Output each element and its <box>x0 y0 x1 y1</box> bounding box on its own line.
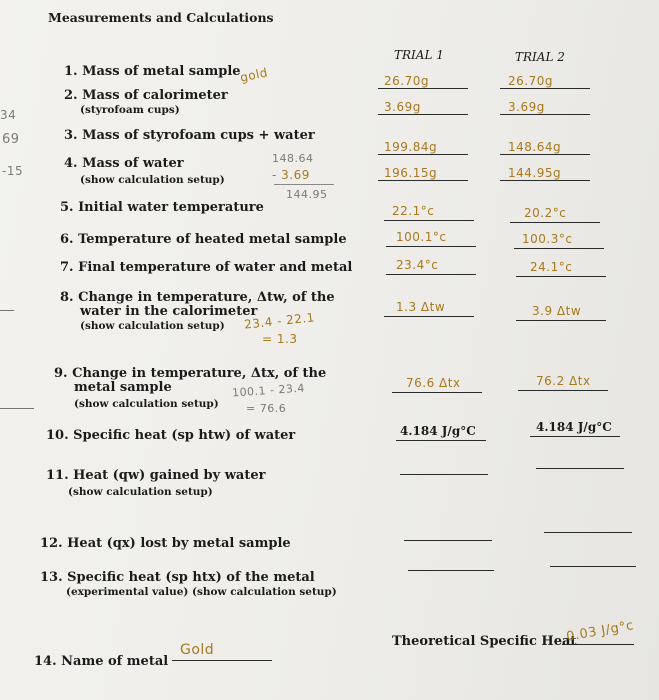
trial2-line-11 <box>536 468 624 469</box>
trial2-line-1 <box>500 88 590 89</box>
trial2-dt-metal: 76.2 Δtx <box>536 374 591 388</box>
trial1-line-8 <box>384 316 474 317</box>
trial2-mass-cups-water: 148.64g <box>508 140 562 154</box>
trial2-line-3 <box>500 154 590 155</box>
trial1-dt-water: 1.3 Δtw <box>396 300 446 314</box>
trial1-mass-metal: 26.70g <box>384 74 429 88</box>
trial1-line-9 <box>392 392 482 393</box>
item-13-sublabel: (experimental value) (show calculation setup) <box>66 586 337 598</box>
trial2-dt-water: 3.9 Δtw <box>532 304 582 318</box>
item-12-label: 12. Heat (qx) lost by metal sample <box>40 536 291 551</box>
trial1-line-7 <box>386 274 476 275</box>
trial1-line-4 <box>378 180 468 181</box>
item-10-label: 10. Specific heat (sp htw) of water <box>46 428 296 443</box>
item-11-sublabel: (show calculation setup) <box>68 486 213 498</box>
item-9-label-line2: metal sample <box>74 380 172 395</box>
item-5-label: 5. Initial water temperature <box>60 200 264 215</box>
item-7-label: 7. Final temperature of water and metal <box>60 260 353 275</box>
trial1-final-temp: 23.4°c <box>396 258 439 272</box>
trial2-line-12 <box>544 532 632 533</box>
item-6-label: 6. Temperature of heated metal sample <box>60 232 347 247</box>
margin-note-1: 34 <box>0 108 17 122</box>
calc-4-rule <box>274 184 334 185</box>
item-9-sublabel: (show calculation setup) <box>74 398 219 410</box>
trial2-mass-metal: 26.70g <box>508 74 553 88</box>
item-8-label-line1: 8. Change in temperature, Δtw, of the <box>60 290 335 305</box>
item-8-sublabel: (show calculation setup) <box>80 320 225 332</box>
trial2-initial-temp: 20.2°c <box>524 206 567 220</box>
page-title: Measurements and Calculations <box>48 10 274 25</box>
calc-4-line-a: 148.64 <box>272 152 314 165</box>
header-trial-1: TRIAL 1 <box>394 48 444 62</box>
trial2-line-10 <box>530 436 620 437</box>
item-2-label: 2. Mass of calorimeter <box>64 88 228 103</box>
trial1-line-13 <box>408 570 494 571</box>
trial2-sp-ht-water: 4.184 J/g°C <box>536 420 612 434</box>
margin-note-2: 69 <box>2 132 20 147</box>
trial2-line-13 <box>550 566 636 567</box>
trial2-final-temp: 24.1°c <box>530 260 573 274</box>
trial1-mass-water: 196.15g <box>384 166 438 180</box>
trial2-mass-calorimeter: 3.69g <box>508 100 545 114</box>
calc-8-line-a: 23.4 - 22.1 <box>243 310 316 332</box>
calc-8-line-b: = 1.3 <box>262 332 298 346</box>
trial1-line-5 <box>384 220 474 221</box>
header-trial-2: TRIAL 2 <box>515 50 565 64</box>
trial1-line-2 <box>378 114 468 115</box>
trial2-line-2 <box>500 114 590 115</box>
trial1-line-10 <box>396 440 486 441</box>
item-4-label: 4. Mass of water <box>64 156 184 171</box>
trial1-sp-ht-water: 4.184 J/g°C <box>400 424 476 438</box>
margin-mark-1 <box>0 310 14 311</box>
margin-note-3: -15 <box>2 164 24 178</box>
trial1-mass-cups-water: 199.84g <box>384 140 438 154</box>
item-4-sublabel: (show calculation setup) <box>80 174 225 186</box>
item-2-sublabel: (styrofoam cups) <box>80 104 180 116</box>
calc-4-line-c: 144.95 <box>286 188 328 201</box>
theoretical-specific-heat-line <box>562 644 634 645</box>
trial1-mass-calorimeter: 3.69g <box>384 100 421 114</box>
item-8-label-line2: water in the calorimeter <box>80 304 258 319</box>
trial1-metal-temp: 100.1°c <box>396 230 447 244</box>
item-1-label: 1. Mass of metal sample <box>64 64 241 79</box>
item-9-label-line1: 9. Change in temperature, Δtx, of the <box>54 366 327 381</box>
metal-name-line <box>172 660 272 661</box>
theoretical-specific-heat-label: Theoretical Specific Heat <box>392 634 577 649</box>
trial1-line-1 <box>378 88 468 89</box>
trial2-line-7 <box>516 276 606 277</box>
trial1-initial-temp: 22.1°c <box>392 204 435 218</box>
gold-note: gold <box>238 65 270 85</box>
trial2-metal-temp: 100.3°c <box>522 232 573 246</box>
trial2-line-8 <box>516 320 606 321</box>
trial1-line-6 <box>386 246 476 247</box>
calc-9-line-b: = 76.6 <box>246 402 287 415</box>
margin-mark-2 <box>0 408 34 409</box>
trial2-line-5 <box>510 222 600 223</box>
trial2-mass-water: 144.95g <box>508 166 562 180</box>
trial1-line-12 <box>404 540 492 541</box>
item-3-label: 3. Mass of styrofoam cups + water <box>64 128 315 143</box>
trial2-line-6 <box>514 248 604 249</box>
calc-4-line-b: - 3.69 <box>272 168 310 182</box>
calc-9-line-a: 100.1 - 23.4 <box>231 381 306 400</box>
trial2-line-4 <box>500 180 590 181</box>
item-11-label: 11. Heat (qw) gained by water <box>46 468 266 483</box>
trial2-line-9 <box>518 390 608 391</box>
theoretical-specific-heat-value: 0.03 J/g°c <box>565 618 635 645</box>
trial1-dt-metal: 76.6 Δtx <box>406 376 461 390</box>
trial1-line-11 <box>400 474 488 475</box>
item-14-label: 14. Name of metal <box>34 654 169 669</box>
metal-name-value: Gold <box>180 642 215 658</box>
item-13-label: 13. Specific heat (sp htx) of the metal <box>40 570 315 585</box>
trial1-line-3 <box>378 154 468 155</box>
